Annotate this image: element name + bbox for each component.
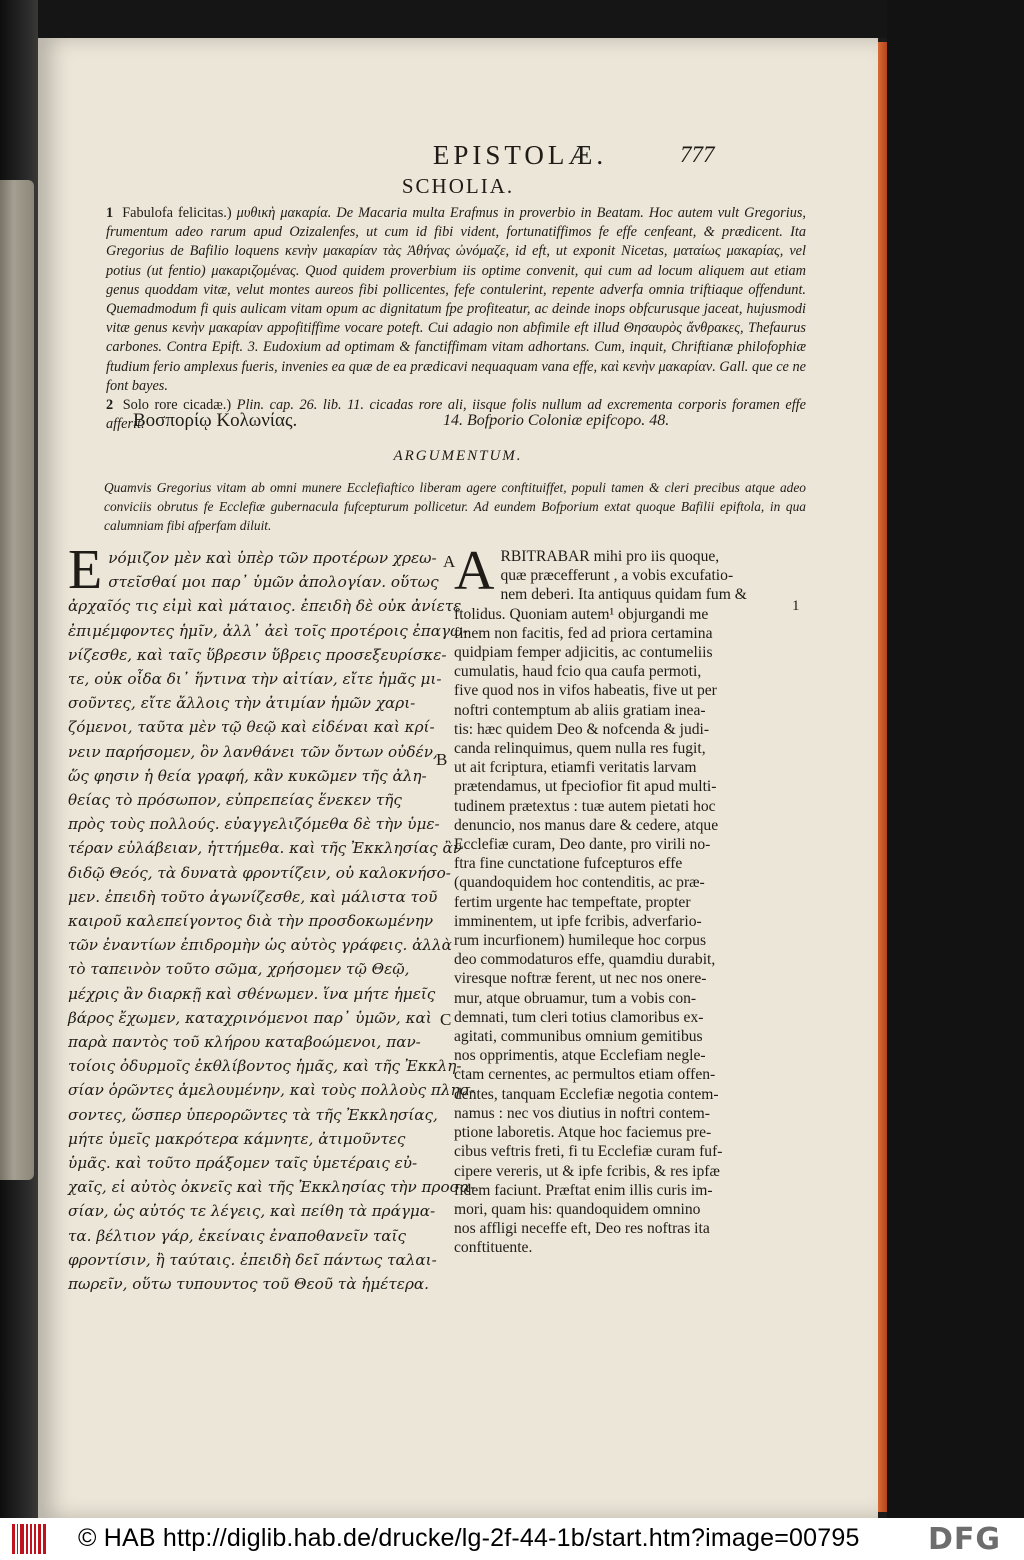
barcode-bar [12,1524,15,1554]
greek-line: τοίοις ὀδυρμοῖς ἐκθλίβοντος ἡμᾶς, καὶ τῆς Ἐκκλη- [68,1057,462,1076]
latin-line: dentes, tanquam Ecclefiæ negotia contem- [454,1085,719,1103]
latin-line: denuncio, nos manus dare & cedere, atque [454,816,719,834]
latin-line: namus : nec vos diutius in noftri contem- [454,1104,710,1122]
latin-line: nem deberi. Ita antiquus quidam fum & [500,586,747,604]
latin-line: noftri contemptum ab aliis gratiam inea- [454,701,706,719]
margin-marker-a: A [443,552,456,571]
greek-line: φροντίσιν, ἢ ταύταις. ἐπειδὴ δεῖ πάντως ταλαι- [68,1250,437,1269]
latin-line: ftra fine cunctatione fufcepturos effe [454,855,683,873]
greek-line: σοῦντες, εἴτε ἄλλοις τὴν ἀτιμίαν ἡμῶν χαρι- [68,694,416,713]
argumentum-text: Quamvis Gregorius vitam ab omni munere Ecclefiaftico liberam agere conftituiffet, populi tamen & cleri precibus atque adeo conviciis obrutus fe Ecclefiæ gubernacula fufcepturum pollicetur. Ad eundem Bofporium extat quoque Bafilii epiftola, in qua calumniam fibi afperfam diluit. [104,480,806,533]
latin-line: tudinem prætextus : tuæ autem pietati hoc [454,797,716,815]
greek-line: τέραν εὐλάβειαν, ἡττήμεθα. καὶ τῆς Ἐκκλησίας ἂν [68,839,462,858]
latin-line: cipere vereris, ut & ipfe fcribis, & res ipfæ [454,1162,720,1180]
latin-line: canda relinquimus, quem nulla res fugit, [454,740,706,758]
latin-line: RBITRABAR mihi pro iis quoque, [500,548,720,565]
note-number: 1 [106,205,114,221]
latin-line: cumulatis, haud fcio qua caufa permoti, [454,663,702,681]
latin-line: finem non facitis, fed ad priora certamina [454,624,713,642]
dfg-logo: DFG [928,1522,1002,1557]
top-background [0,0,1024,38]
letter-title-latin: 14. Bofporio Coloniæ epifcopo. 48. [443,412,670,429]
greek-line: σίαν ὁρῶντες ἀμελουμένην, καὶ τοὺς πολλοὺς πλησ- [68,1081,476,1100]
barcode-bar [20,1524,23,1554]
latin-line: quæ præcefferunt , a vobis excufatio- [500,567,734,585]
latin-line: fidem faciunt. Præftat enim illis curis im- [454,1181,713,1199]
note-lemma: Solo rore cicadæ.) [122,397,232,414]
latin-line: demnati, tum cleri totius clamoribus ex- [454,1008,704,1026]
latin-line: ftolidus. Quoniam autem¹ objurgandi me [454,605,709,623]
greek-line: μεν. ἐπειδὴ τοῦτο ἀγωνίζεσθε, καὶ μάλιστα τοῦ [68,887,438,906]
greek-line: νόμιζον μὲν καὶ ὑπὲρ τῶν προτέρων χρεω- [108,549,437,567]
greek-line: ἀρχαῖός τις εἰμὶ καὶ μάταιος. ἐπειδὴ δὲ οὐκ ἀνίετε [68,597,462,616]
copyright-url[interactable]: © HAB http://diglib.hab.de/drucke/lg-2f-44-1b/start.htm?image=00795 [78,1524,860,1552]
greek-line: θείας τὸ πρόσωπον, εὐπρεπείας ἕνεκεν τῆς [68,791,402,810]
latin-column [454,540,779,1258]
latin-line: tis: hæc quidem Deo & nofcenda & judi- [454,720,710,738]
barcode-icon [12,1524,46,1554]
greek-line: τῶν ἐναντίων ἐπιδρομὴν ὡς αὐτὸς γράφεις. ἀλλὰ [68,936,452,955]
latin-line: ctam cernentes, ac permultos etiam offen- [454,1066,716,1084]
barcode-bar [17,1524,19,1554]
latin-line: mori, quam his: quandoquidem omnino [454,1200,701,1218]
latin-line: mur, atque obruamur, tum a vobis con- [454,989,697,1007]
greek-line: σοντες, ὥσπερ ὑπερορῶντες τὰ τῆς Ἐκκλησίας, [68,1105,438,1124]
greek-line: τα. βέλτιον γάρ, ἐκείναις ἐναποθανεῖν ταῖς [68,1226,407,1245]
footer-bar [0,1518,1024,1560]
greek-line: πρὸς τοὺς πολλούς. εὐαγγελιζόμεθα δὲ τὴν ὑμε- [68,815,440,834]
latin-line: nos affligi neceffe eft, Deo res noftras ita [454,1220,710,1238]
greek-line: τε, οὐκ οἶδα δι᾽ ἥντινα τὴν αἰτίαν, εἴτε ἡμᾶς μι- [68,670,442,689]
latin-line: Ecclefiæ curam, Deo dante, pro virili no- [454,836,711,854]
barcode-bar [26,1524,28,1554]
book-page [38,38,878,1518]
greek-column [68,539,476,1296]
scholia-note [106,204,806,396]
latin-line: agitati, communibus omnium gemitibus [454,1028,703,1046]
latin-line: cibus veftris freti, fi tu Ecclefiæ curam fuf- [454,1143,723,1161]
note-text: Plin. cap. 26. lib. 11. cicadas rore ali, iisque folis nullum ad excrementa corporis foramen effe afferit. [106,397,806,433]
latin-line: imminentem, ut ipfe fcribis, adverfario- [454,912,702,930]
barcode-bar [43,1524,46,1554]
latin-line: conftituente. [454,1239,533,1257]
scholia-notes [106,204,806,434]
greek-line: ὥς φησιν ἡ θεία γραφή, κἂν κυκῶμεν τῆς ἀλη- [68,766,427,785]
note-number: 2 [106,397,114,414]
latin-line: (quandoquidem hoc contenditis, ac præ- [454,874,705,892]
greek-line: νειν παρήσομεν, ὃν λανθάνει τῶν ὄντων οὐδέν, [68,742,438,761]
page-edge-marker [878,42,887,1512]
greek-line: μέχρις ἂν διαρκῇ καὶ σθένωμεν. ἵνα μήτε ἡμεῖς [68,984,436,1003]
latin-line: ptione laboretis. Atque hoc faciemus pre- [454,1124,712,1142]
latin-line: five quod nos in vifos habeatis, five ut per [454,682,717,700]
argumentum-heading: ARGUMENTUM. [393,448,523,464]
greek-line: ὑμᾶς. καὶ τοῦτο πράξομεν ταῖς ὑμετέραις εὐ- [68,1154,418,1173]
marginal-note-reference: 1 [792,598,800,614]
latin-line: viresque noftræ ferent, ut nec nos onere- [454,970,707,988]
scholia-heading: SCHOLIA. [401,174,515,198]
greek-line: χαῖς, εἰ αὐτὸς ὀκνεῖς καὶ τῆς Ἐκκλησίας τὴν προσα- [68,1178,476,1197]
barcode-bar [34,1524,36,1554]
greek-text [68,539,476,1296]
greek-line: πωρεῖν, οὕτω τυπουντος τοῦ Θεοῦ τὰ ἡμέτερα. [68,1275,429,1294]
running-head: EPISTOLÆ. [432,140,608,170]
barcode-bar [38,1524,41,1554]
greek-dropcap: E [68,539,103,601]
latin-line: prætendamus, ut fpeciofior fit apud multi- [454,778,717,796]
greek-line: νίζεσθε, καὶ ταῖς ὕβρεσιν ὕβρεις προσεξευρίσκε- [68,645,447,664]
right-background [887,0,1024,1518]
latin-line: nos opprimentis, atque Ecclefiam negle- [454,1047,706,1065]
book-edge [0,180,34,1180]
greek-line: μήτε ὑμεῖς μακρότερα κάμνητε, ἀτιμοῦντες [68,1129,406,1148]
greek-line: καιροῦ καλεπείγοντος διὰ τὴν προσδοκωμένην [68,912,434,931]
greek-line: σίαν, ὡς αὐτός τε λέγεις, καὶ πείθη τὰ πράγμα- [68,1202,436,1221]
note-lemma: Fabulofa felicitas.) [122,205,232,221]
latin-line: deo commodaturos effe, quamdiu durabit, [454,951,716,969]
letter-title-greek: Βοσπορίῳ Κολωνίας. [133,410,298,431]
letter-title [133,410,853,436]
greek-line: βάρος ἔχωμεν, καταχρινόμενοι παρ᾽ ὑμῶν, καὶ [68,1008,432,1027]
page-number: 777 [680,142,715,167]
greek-line: διδῷ Θεός, τὰ δυνατὰ φροντίζειν, οὐ καλοκνήσο- [68,863,451,882]
margin-marker-b: B [436,750,448,769]
greek-line: στεῖσθαί μοι παρ᾽ ὑμῶν ἀπολογίαν. οὕτως [108,573,439,592]
greek-line: ζόμενοι, ταῦτα μὲν τῷ θεῷ καὶ εἰδέναι καὶ κρί- [68,718,435,737]
barcode-bar [30,1524,33,1554]
latin-dropcap: A [454,540,495,602]
latin-line: rum incurfionem) humileque hoc corpus [454,932,707,950]
margin-marker-c: C [440,1010,452,1029]
latin-line: ut ait fcriptura, etiamfi veritatis larvam [454,759,697,777]
latin-line: fertim urgente hac tempeftate, propter [454,893,691,911]
greek-line: παρὰ παντὸς τοῦ κλήρου καταβοώμενοι, παν- [68,1033,421,1052]
greek-line: τὸ ταπεινὸν τοῦτο σῶμα, χρήσομεν τῷ Θεῷ, [68,960,410,979]
greek-line: ἐπιμέμφοντες ἡμῖν, ἀλλ᾽ ἀεὶ τοῖς προτέροις ἐπαγω- [68,621,468,640]
note-text: μυθικὴ μακαρία. De Macaria multa Erafmus in proverbio in Beatam. Hoc autem vult Gregorius, frumentum adeo rarum apud Ozizalenfes, ut cum id fibi vident, fortunatiffimos fe effe cenfeant, & prædicent. Ita Gregorius de Bafilio loquens κενὴν μακαρίαν τὰς Ἀθήνας ὠνόμαζε, id eft, ut exponit Nicetas, ματαίως μακαρίας, vel potius (ut fentio) μακαριζομένας. Quod quidem proverbium iis optime convenit, qui cum ad locum aliquem aut etiam genus quoddam vitæ, velut montes aureos fibi pollicentes, fefe contulerint, repente adverfa omnia triftiaque offendunt. Quemadmodum fi quis aulicam vitam opum ac dignitatum fpe profiteatur, ac deinde inops obfcurusque jaceat, hujusmodi vitæ genus κενὴν μακαρίαν appofitiffime vocare poteft. Cui adagio non abfimile eft illud Θησαυρὸς ἄνθρακες, Thefaurus carbones. Contra Epift. 3. Eudoxium ad optimam & fanctiffimam vitam adhortans. Cum, inquit, Chriftianæ philofophiæ ftudium ferio amplexus fueris, invenies ea quæ de ea prædicavi nequaquam vana effe, καὶ κενὴν μακαρίαν. Gall. que ce ne font bayes. [106,205,806,394]
latin-text [454,540,779,1258]
latin-line: quidpiam femper adjicitis, ac contumeliis [454,644,713,662]
